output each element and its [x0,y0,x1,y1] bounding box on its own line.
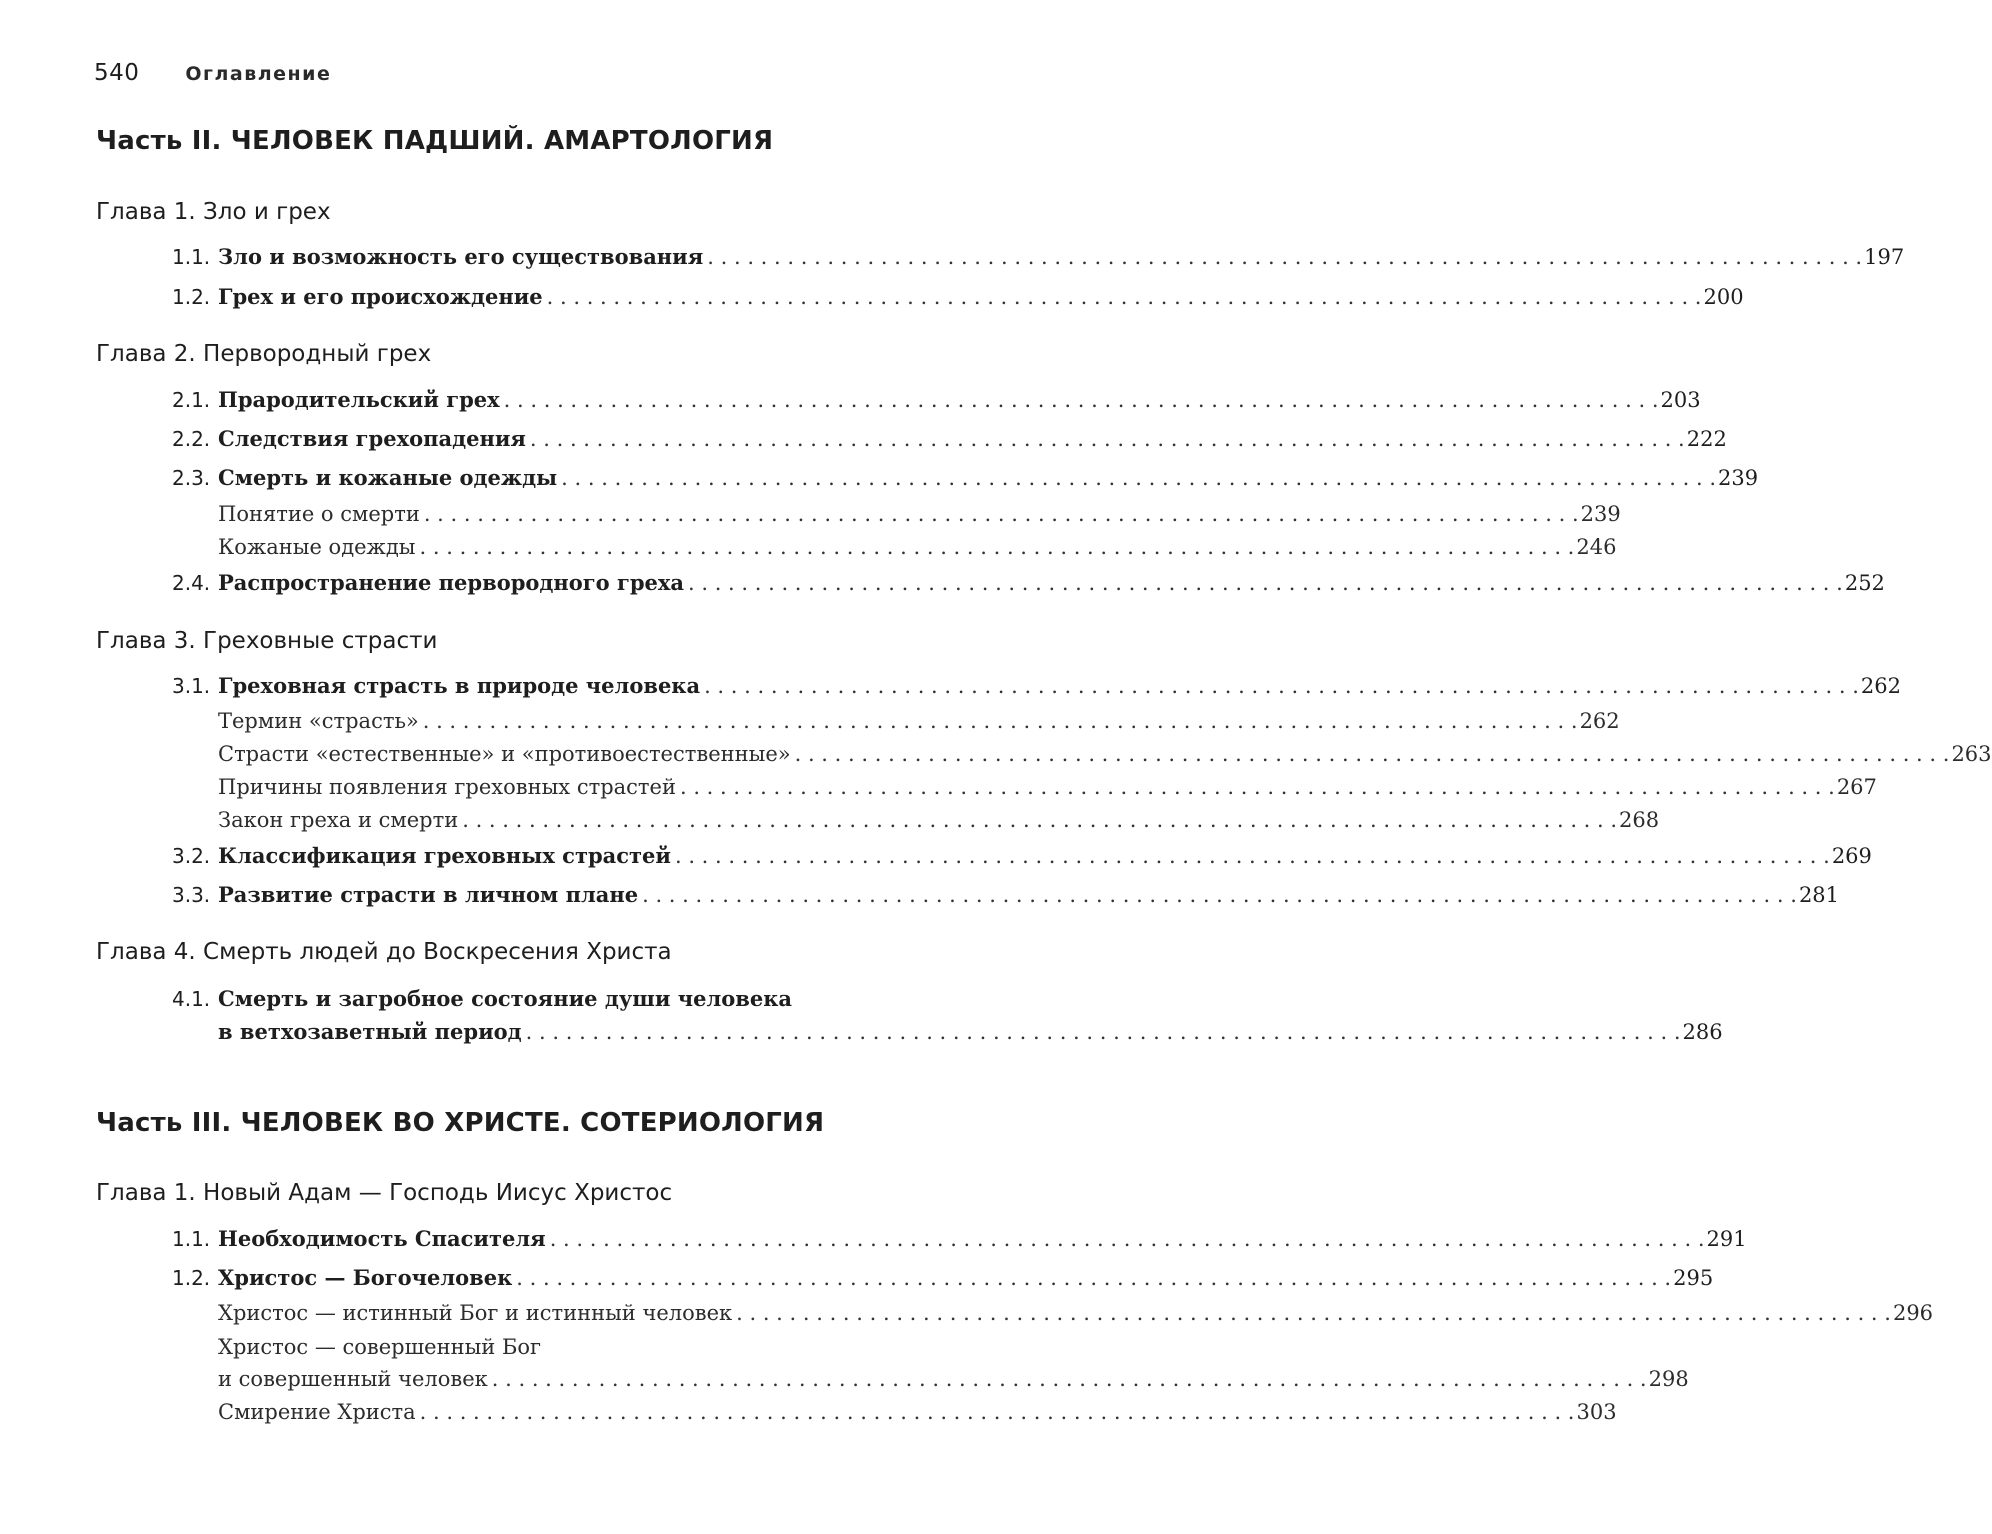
subsection-title: Кожаные одежды [218,535,416,559]
page-number: 540 [94,60,140,86]
section-title: Следствия грехопадения [218,426,526,451]
page-ref: 281 [1798,883,1840,907]
page-ref: 200 [1703,285,1744,309]
page-ref: 303 [1576,1400,1617,1424]
toc-subentry[interactable] [218,709,1620,733]
page-ref: 267 [1836,775,1877,799]
section-title: Развитие страсти в личном плане [218,882,639,907]
dot-leader [423,709,1578,733]
section-title: Грех и его происхождение [218,284,543,309]
toc-entry[interactable] [172,387,1701,412]
dot-leader [420,535,1575,559]
toc-entry[interactable] [172,1265,1714,1290]
subsection-title: Понятие о смерти [218,502,420,526]
dot-leader [530,427,1685,451]
subsection-title: Христос — истинный Бог и истинный человек [218,1301,733,1325]
dot-leader [420,1400,1575,1424]
toc-entry-line2[interactable] [218,1019,1723,1044]
section-number: 1.1. [172,245,211,269]
toc-subentry[interactable] [218,775,1877,799]
toc-entry[interactable] [172,570,1885,595]
toc-subentry[interactable] [218,502,1621,526]
toc-subentry[interactable] [218,1400,1617,1424]
page-ref: 296 [1892,1301,1934,1325]
dot-leader [642,883,1797,907]
page-ref: 252 [1844,571,1885,595]
section-title: Христос — Богочеловек [218,1265,513,1290]
section-number: 2.4. [172,571,211,595]
chapter-2-1-heading: Глава 1. Зло и грех [96,199,331,225]
dot-leader [707,245,1862,269]
chapter-2-3-heading: Глава 3. Греховные страсти [96,628,438,654]
dot-leader [688,571,1843,595]
chapter-2-2-heading: Глава 2. Первородный грех [96,341,432,367]
dot-leader [561,466,1716,490]
page-ref: 295 [1673,1266,1714,1290]
dot-leader [795,742,1950,766]
subsection-title-continued: и совершенный человек [218,1367,488,1391]
section-number: 1.2. [172,1266,211,1290]
section-title: Смерть и загробное состояние души человека [218,986,792,1011]
toc-subentry[interactable] [218,535,1617,559]
section-title: Смерть и кожаные одежды [218,465,558,490]
dot-leader [704,674,1859,698]
subsection-title: Термин «страсть» [218,709,419,733]
section-title: Необходимость Спасителя [218,1226,546,1251]
toc-entry[interactable] [172,882,1840,907]
page-ref: 239 [1718,466,1759,490]
toc-entry[interactable] [172,673,1901,698]
page-ref: 298 [1648,1367,1689,1391]
dot-leader [680,775,1835,799]
toc-subentry-line1[interactable]: Христос — совершенный Бог [218,1335,542,1359]
page-ref: 197 [1864,245,1905,269]
toc-entry[interactable] [172,465,1759,490]
toc-entry[interactable] [172,284,1744,309]
toc-subentry[interactable] [218,808,1660,832]
section-title: Классификация греховных страстей [218,843,671,868]
section-title-continued: в ветхозаветный период [218,1019,522,1044]
section-number: 3.1. [172,674,211,698]
running-header [94,60,331,86]
part-2-heading: Часть II. ЧЕЛОВЕК ПАДШИЙ. АМАРТОЛОГИЯ [96,126,774,156]
toc-subentry[interactable] [218,742,1992,766]
section-title: Зло и возможность его существования [218,244,704,269]
section-title: Греховная страсть в природе человека [218,673,701,698]
page-ref: 203 [1660,388,1701,412]
dot-leader [675,844,1830,868]
page-ref: 222 [1686,427,1727,451]
dot-leader [736,1301,1891,1325]
dot-leader [547,285,1702,309]
toc-subentry[interactable] [218,1301,1934,1325]
subsection-title: Причины появления греховных страстей [218,775,676,799]
dot-leader [492,1367,1647,1391]
page-ref: 268 [1619,808,1660,832]
page-ref: 263 [1951,742,1992,766]
toc-entry[interactable] [172,843,1872,868]
section-number: 1.2. [172,285,211,309]
dot-leader [462,808,1617,832]
section-number: 1.1. [172,1227,211,1251]
running-section-title: Оглавление [185,63,332,85]
dot-leader [516,1266,1671,1290]
section-number: 3.2. [172,844,211,868]
section-title: Распространение первородного греха [218,570,684,595]
section-number: 2.2. [172,427,211,451]
section-number: 2.3. [172,466,211,490]
page-ref: 246 [1576,535,1617,559]
dot-leader [526,1020,1681,1044]
part-3-heading: Часть III. ЧЕЛОВЕК ВО ХРИСТЕ. СОТЕРИОЛОГИЯ [96,1108,825,1138]
page-ref: 262 [1579,709,1620,733]
subsection-title: Страсти «естественные» и «противоестественные» [218,742,791,766]
page-ref: 262 [1860,674,1901,698]
toc-entry-line1[interactable] [172,986,792,1011]
subsection-title: Закон греха и смерти [218,808,459,832]
page-ref: 291 [1706,1227,1747,1251]
toc-entry[interactable] [172,426,1727,451]
page-ref: 286 [1682,1020,1723,1044]
toc-subentry-line2[interactable] [218,1367,1689,1391]
section-title: Прародительский грех [218,387,500,412]
dot-leader [424,502,1579,526]
section-number: 3.3. [172,883,211,907]
section-number: 2.1. [172,388,211,412]
toc-entry[interactable] [172,1226,1747,1251]
dot-leader [550,1227,1705,1251]
dot-leader [504,388,1659,412]
page-ref: 239 [1580,502,1621,526]
chapter-2-4-heading: Глава 4. Смерть людей до Воскресения Христа [96,939,672,965]
chapter-3-1-heading: Глава 1. Новый Адам — Господь Иисус Христос [96,1180,673,1206]
section-number: 4.1. [172,987,211,1011]
toc-entry[interactable] [172,244,1905,269]
subsection-title: Смирение Христа [218,1400,416,1424]
page-ref: 269 [1831,844,1872,868]
